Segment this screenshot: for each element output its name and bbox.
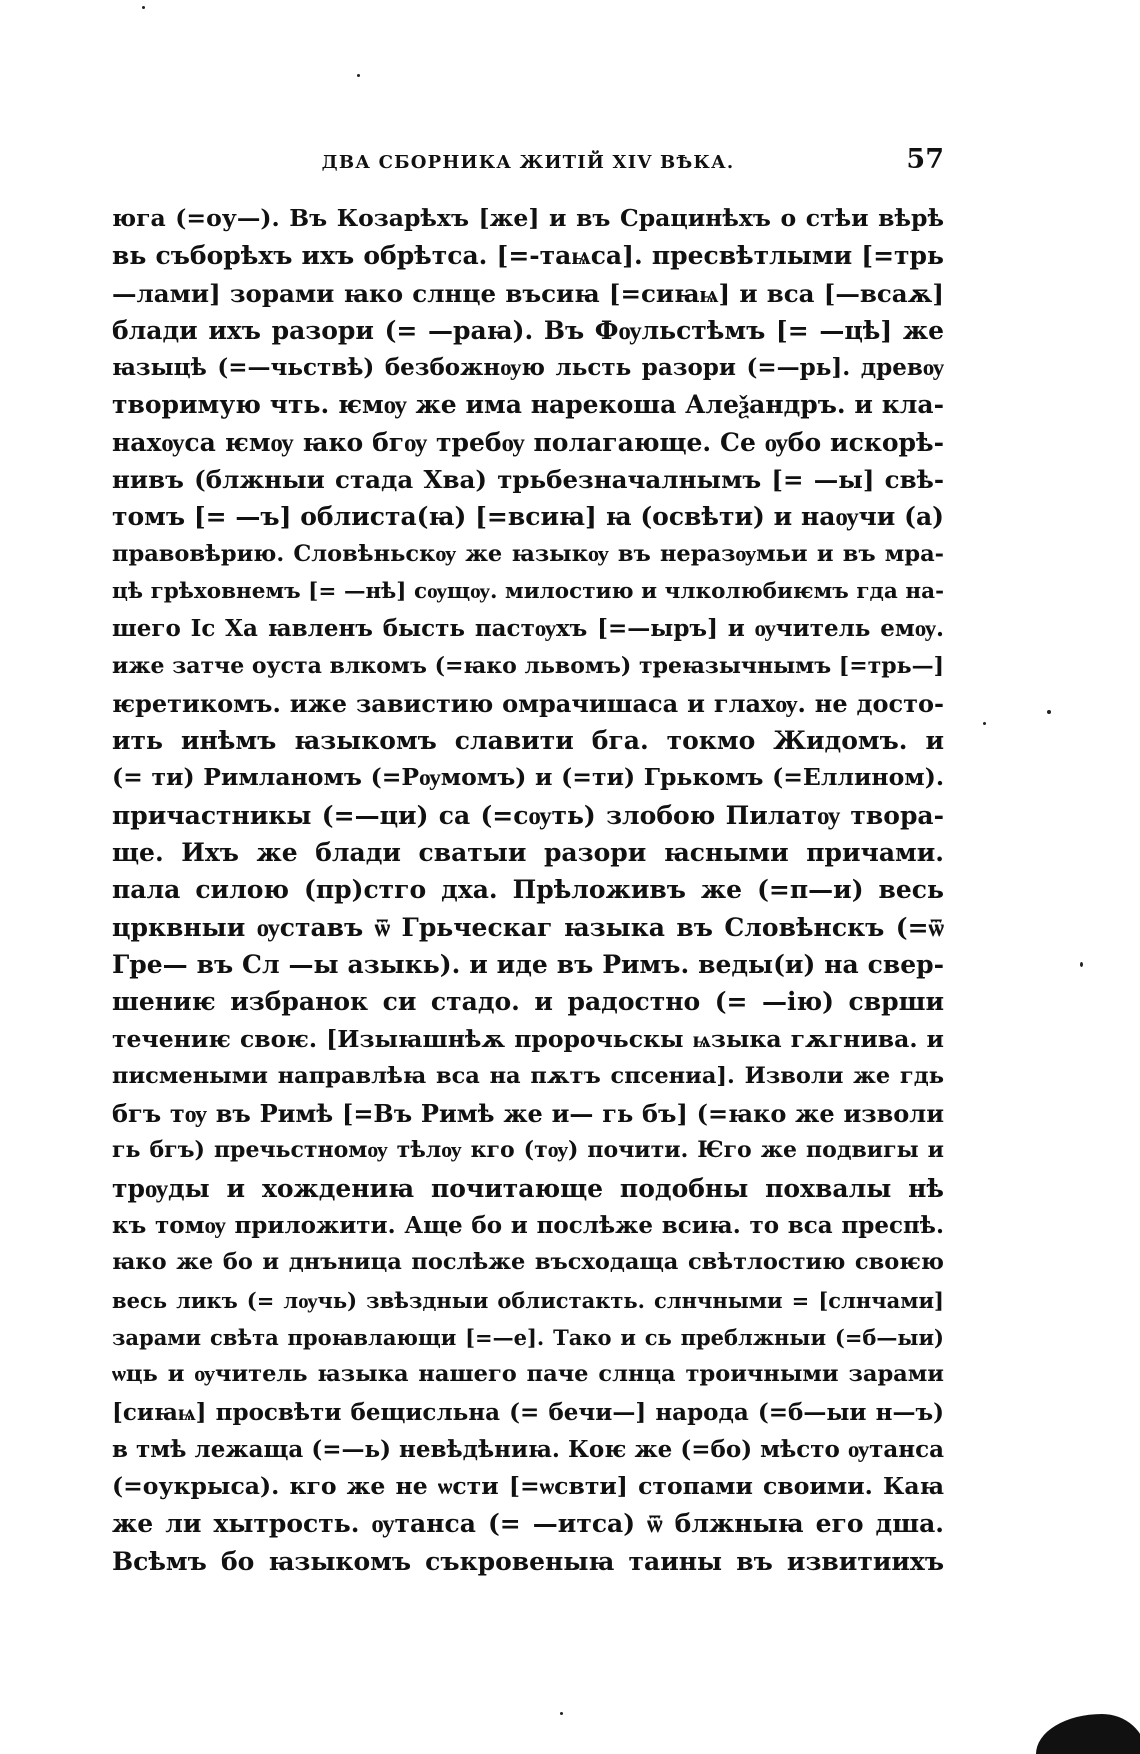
text-line: Гре— въ Сл —ы азыкь). и иде въ Римъ. веды(и) на свер- — [112, 949, 944, 979]
text-line: ꙗко же бо и днъница послѣже въсходаща свѣтлостию своѥю — [112, 1249, 944, 1276]
text-line: зарами свѣта проꙗвлающи [=—е]. Тако и сь преблжныи (=б—ыи) — [112, 1324, 944, 1350]
text-line: ѡць и ѹчитель ꙗзыка нашего паче слнца троичными зарами — [112, 1361, 944, 1388]
scan-speck — [1080, 962, 1083, 967]
text-line: ще. Ихъ же блади сватыи разори ꙗсными причами. — [112, 838, 944, 868]
text-line: шениѥ избранок си стадо. и радостно (= —ію) сврши — [112, 987, 944, 1017]
running-head — [112, 138, 944, 178]
text-line: цѣ грѣховнемъ [= —нѣ] сѹщѹ. милостию и члколюбиѥмъ гда на- — [112, 578, 944, 604]
text-line: къ томѹ приложити. Аще бо и послѣже всиꙗ. то вса преспѣ. — [112, 1212, 944, 1240]
text-line: блади ихъ разори (= —раꙗ). Въ Фѹльстѣмъ [= —цѣ] же — [112, 315, 944, 345]
text-line: течениѥ своѥ. [Изыꙗшнѣѫ пророчьскы ѩзыка гѫгнива. и — [112, 1024, 944, 1053]
text-line: юга (=оу—). Въ Козарѣхъ [же] и въ Срацинѣхъ о стѣи вѣрѣ — [112, 204, 944, 232]
text-line: пала силою (пр)стго дха. Прѣложивъ же (=п—и) весь — [112, 875, 944, 905]
text-line: ѥретикомъ. иже завистию омрачишаса и глахѹ. не досто- — [112, 688, 944, 718]
scan-speck — [983, 722, 986, 725]
text-line: Всѣмъ бо ꙗзыкомъ съкровеныꙗ таины въ извитиихъ — [112, 1546, 944, 1576]
text-line: вь съборѣхъ ихъ обрѣтса. [=-таѩса]. пресвѣтлыми [=трь — [112, 241, 944, 271]
text-line: (=оукрыса). кго же не ѡсти [=ѡсвти] стопами своими. Каꙗ — [112, 1472, 944, 1501]
page-number: 57 — [906, 144, 944, 175]
text-line: писмеными направлѣꙗ вса на пѫтъ спсениа]. Изволи же гдь — [112, 1062, 944, 1089]
text-line: же ли хытрость. ѹтанса (= —итса) ѿ блжныꙗ его дша. — [112, 1509, 944, 1539]
text-line: шего Іс Ха ꙗвленъ бысть пастѹхъ [=—ыръ] и ѹчитель емѹ. — [112, 615, 944, 643]
text-line: нахѹса ѥмѹ ꙗко бгѹ требѹ полагающе. Се ѹбо искорѣ- — [112, 427, 944, 457]
text-line: нивъ (блжныи стада Хва) трьбезначалнымъ [= —ы] свѣ- — [112, 465, 944, 495]
scan-speck — [357, 74, 360, 77]
page-edge-blot — [1036, 1714, 1140, 1754]
scan-speck — [560, 1712, 563, 1715]
running-title: ДВА СБОРНИКА ЖИТІЙ XIV ВѢКА. — [321, 152, 735, 173]
text-line: (= ти) Римланомъ (=Рѹмомъ) и (=ти) Грькомъ (=Еллином). — [112, 763, 944, 792]
text-line: весь ликъ (= лѹчь) звѣздныи облистакть. слнчными = [слнчами] — [112, 1287, 944, 1313]
text-line: ꙗзыцѣ (=—чьствѣ) безбожнѹю льсть разори (=—рь]. древѹ — [112, 354, 944, 382]
scan-speck — [142, 6, 145, 9]
text-line: —лами] зорами ꙗко слнце въсиꙗ [=сиꙗѩ] и вса [—всаѫ] — [112, 278, 944, 308]
text-line: гь бгъ) пречьстномѹ тѣлѹ кго (тѹ) почити. Ѥго же подвигы и — [112, 1137, 944, 1164]
scan-speck — [1047, 710, 1051, 714]
text-line: иже затче оуста влкомъ (=ꙗко львомъ) треꙗзычнымъ [=трь—] — [112, 652, 944, 679]
text-line: [сиꙗѩ] просвѣти бещисльна (= бечи—] народа (=б—ыи н—ъ) — [112, 1398, 944, 1426]
text-line: причастникы (=—ци) са (=сѹть) злобою Пилатѹ твора- — [112, 800, 944, 830]
text-line: правовѣрию. Словѣньскѹ же ꙗзыкѹ въ неразѹмьи и въ мра- — [112, 540, 944, 567]
text-line: црквныи ѹставъ ѿ Грьческаг ꙗзыка въ Словѣнскъ (=ѿ — [112, 912, 944, 942]
text-line: в тмѣ лежаща (=—ь) невѣдѣниꙗ. Коѥ же (=бо) мѣсто ѹтанса — [112, 1435, 944, 1463]
text-line: творимую чть. ѥмѹ же има нарекоша Алеѯандръ. и кла- — [112, 390, 944, 420]
text-line: томъ [= —ъ] облиста(ꙗ) [=всиꙗ] ꙗ (освѣти) и наѹчи (а) — [112, 502, 944, 532]
text-line: ить инѣмъ ꙗзыкомъ славити бга. токмо Жидомъ. и — [112, 726, 944, 756]
text-line: бгъ тѹ въ Римѣ [=Въ Римѣ же и— гь бъ] (=ꙗко же изволи — [112, 1099, 944, 1129]
body-text — [112, 200, 944, 1580]
text-line: трѹды и хождениꙗ почитающе подобны похвалы нѣ — [112, 1173, 944, 1203]
